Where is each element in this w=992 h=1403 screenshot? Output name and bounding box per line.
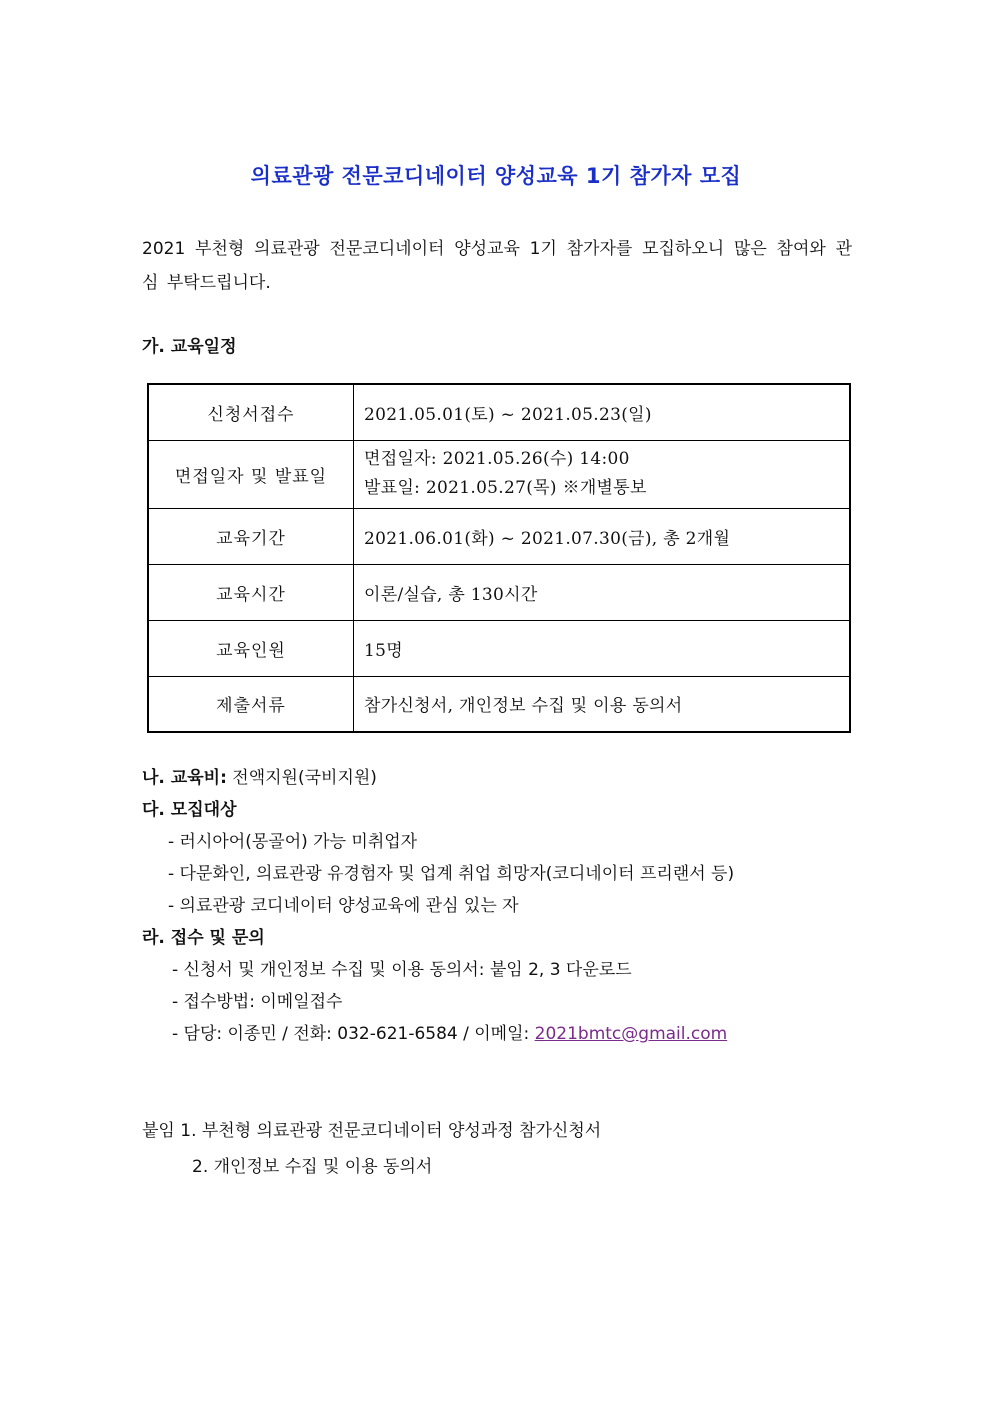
schedule-label: 신청서접수 [148,384,354,440]
schedule-label: 제출서류 [148,676,354,732]
intro-paragraph: 2021 부천형 의료관광 전문코디네이터 양성교육 1기 참가자를 모집하오니 많은 참여와 관심 부탁드립니다. [142,239,852,293]
table-row [148,620,850,676]
schedule-value: 참가신청서, 개인정보 수집 및 이용 동의서 [354,676,851,732]
table-row [148,564,850,620]
details-block [142,762,902,1050]
table-row [148,440,850,508]
attachment-item: 붙임 1. 부천형 의료관광 전문코디네이터 양성과정 참가신청서 [142,1121,602,1141]
schedule-label: 교육시간 [148,564,354,620]
section-schedule-heading: 가. 교육일정 [142,337,237,357]
table-row [148,676,850,732]
list-item: - 접수방법: 이메일접수 [172,992,343,1012]
announcement-date: 발표일: 2021.05.27(목) ※개별통보 [364,478,647,498]
section-contact-heading: 라. 접수 및 문의 [142,928,265,948]
fee-line [142,762,902,794]
attachment-item: 2. 개인정보 수집 및 이용 동의서 [192,1157,433,1177]
fee-value: 전액지원(국비지원) [232,768,377,788]
list-item: - 다문화인, 의료관광 유경험자 및 업계 취업 희망자(코디네이터 프리랜서 등) [168,864,735,884]
schedule-table [147,383,851,733]
email-link[interactable]: 2021bmtc@gmail.com [534,1024,728,1044]
schedule-label: 교육인원 [148,620,354,676]
schedule-value: 2021.05.01(토) ~ 2021.05.23(일) [354,384,851,440]
contact-info: - 담당: 이종민 / 전화: 032-621-6584 / 이메일: [172,1024,535,1044]
interview-date: 면접일자: 2021.05.26(수) 14:00 [364,449,630,469]
section-fee-heading: 나. 교육비: [142,768,227,788]
contact-line [142,1018,902,1050]
list-item: - 신청서 및 개인정보 수집 및 이용 동의서: 붙임 2, 3 다운로드 [172,960,632,980]
schedule-value: 이론/실습, 총 130시간 [354,564,851,620]
schedule-label: 교육기간 [148,508,354,564]
list-item: - 의료관광 코디네이터 양성교육에 관심 있는 자 [168,896,519,916]
schedule-value: 15명 [354,620,851,676]
schedule-value [354,440,851,508]
list-item: - 러시아어(몽골어) 가능 미취업자 [168,832,418,852]
table-row [148,508,850,564]
attachments-block [142,1113,601,1185]
section-target-heading: 다. 모집대상 [142,800,237,820]
schedule-value: 2021.06.01(화) ~ 2021.07.30(금), 총 2개월 [354,508,851,564]
schedule-label: 면접일자 및 발표일 [148,440,354,508]
document-title: 의료관광 전문코디네이터 양성교육 1기 참가자 모집 [250,164,742,188]
table-row [148,384,850,440]
